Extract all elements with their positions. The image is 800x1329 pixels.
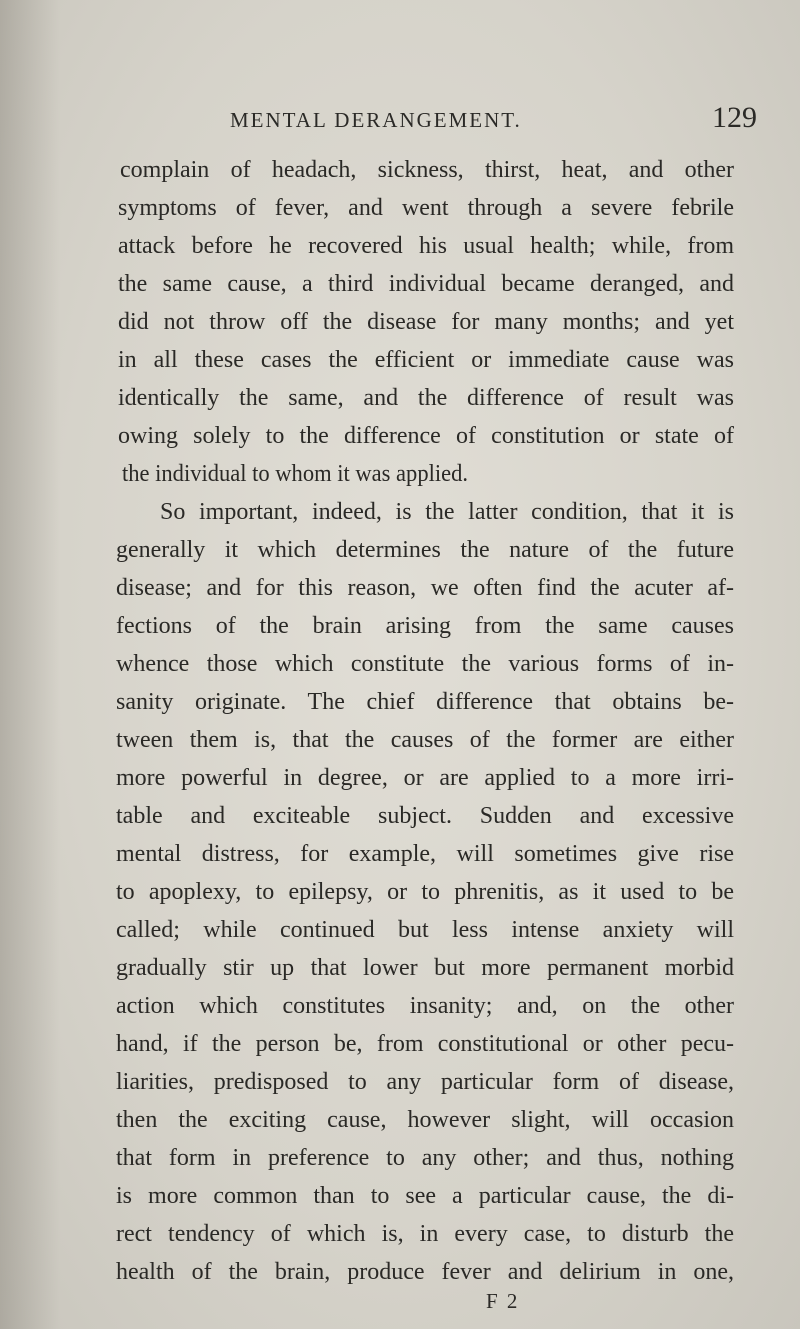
text-line: called; while continued but less intense anxiety will: [116, 917, 734, 943]
text-line: action which constitutes insanity; and, on the other: [116, 993, 734, 1019]
text-line: the individual to whom it was applied.: [122, 461, 468, 487]
text-line: So important, indeed, is the latter condition, that it is: [160, 499, 734, 525]
text-line: owing solely to the difference of constitution or state of: [118, 423, 734, 449]
text-line: liarities, predisposed to any particular form of disease,: [116, 1069, 734, 1095]
page-number: 129: [712, 101, 757, 134]
text-line: attack before he recovered his usual health; while, from: [118, 233, 734, 259]
text-line: more powerful in degree, or are applied to a more irri-: [116, 765, 734, 791]
text-line: gradually stir up that lower but more permanent morbid: [116, 955, 734, 981]
text-line: the same cause, a third individual became deranged, and: [118, 271, 734, 297]
signature-mark: F 2: [486, 1289, 520, 1313]
text-line: identically the same, and the difference of result was: [118, 385, 734, 411]
gutter-shadow: [0, 0, 60, 1329]
text-line: is more common than to see a particular cause, the di-: [116, 1183, 734, 1209]
text-line: to apoplexy, to epilepsy, or to phrenitis, as it used to be: [116, 879, 734, 905]
text-line: generally it which determines the nature of the future: [116, 537, 734, 563]
text-line: fections of the brain arising from the same causes: [116, 613, 734, 639]
text-line: sanity originate. The chief difference that obtains be-: [116, 689, 734, 715]
text-line: in all these cases the efficient or immediate cause was: [118, 347, 734, 373]
text-line: rect tendency of which is, in every case, to disturb the: [116, 1221, 734, 1247]
running-head: MENTAL DERANGEMENT.: [230, 108, 522, 132]
text-line: hand, if the person be, from constitutional or other pecu-: [116, 1031, 734, 1057]
text-line: mental distress, for example, will sometimes give rise: [116, 841, 734, 867]
text-line: symptoms of fever, and went through a severe febrile: [118, 195, 734, 221]
text-line: that form in preference to any other; and thus, nothing: [116, 1145, 734, 1171]
text-line: then the exciting cause, however slight, will occasion: [116, 1107, 734, 1133]
text-line: whence those which constitute the various forms of in-: [116, 651, 734, 677]
text-line: tween them is, that the causes of the former are either: [116, 727, 734, 753]
text-line: table and exciteable subject. Sudden and excessive: [116, 803, 734, 829]
text-line: disease; and for this reason, we often find the acuter af-: [116, 575, 734, 601]
text-line: health of the brain, produce fever and delirium in one,: [116, 1259, 734, 1285]
text-line: did not throw off the disease for many months; and yet: [118, 309, 734, 335]
text-line: complain of headach, sickness, thirst, heat, and other: [120, 157, 734, 183]
